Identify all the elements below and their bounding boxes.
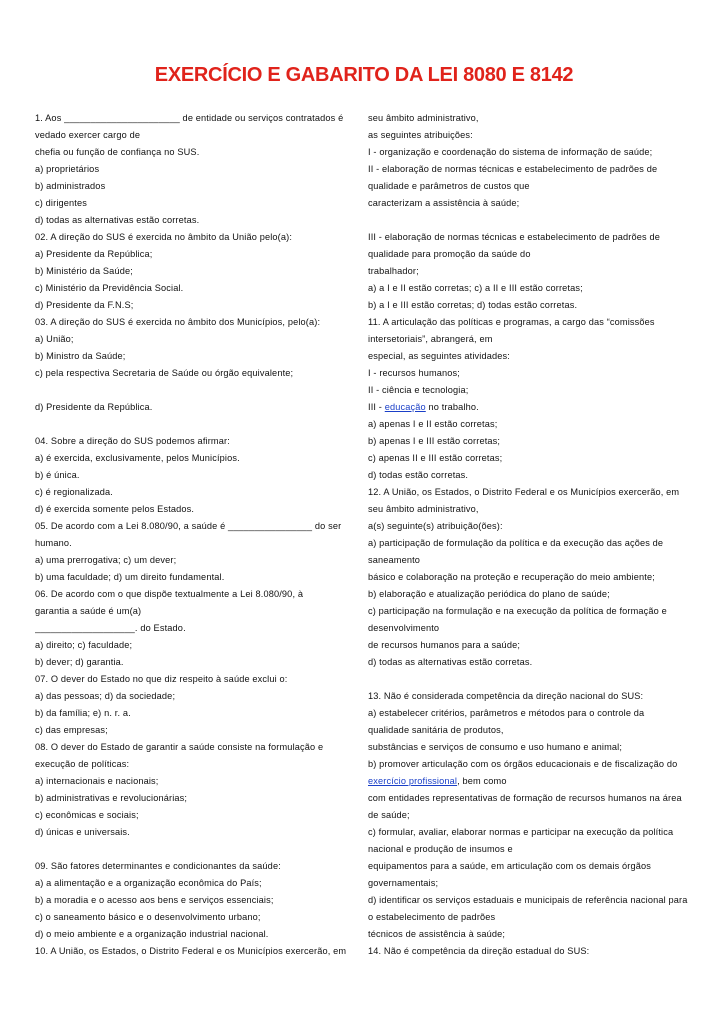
text-line: 13. Não é considerada competência da direção nacional do SUS:	[368, 691, 644, 701]
text-line: substâncias e serviços de consumo e uso humano e animal;	[368, 742, 623, 752]
text-line: as seguintes atribuições:	[368, 130, 473, 140]
text-line: equipamentos para a saúde, em articulação com os demais órgãos	[368, 861, 652, 871]
text-line: 11. A articulação das políticas e programas, a cargo das “comissões	[368, 317, 655, 327]
text-line	[368, 773, 690, 790]
text-segment: no trabalho.	[425, 402, 479, 412]
text-line: chefia ou função de confiança no SUS.	[35, 147, 200, 157]
text-line: d) todas as alternativas estão corretas.	[368, 657, 533, 667]
text-line: b) administrativas e revolucionárias;	[35, 793, 188, 803]
text-line: b) administrados	[35, 181, 106, 191]
text-line: 08. O dever do Estado de garantir a saúde consiste na formulação e	[35, 742, 324, 752]
text-line: 1. Aos ______________________ de entidade ou serviços contratados é	[35, 113, 344, 123]
text-line: c) participação na formulação e na execução da política de formação e	[368, 606, 667, 616]
text-line: d) o meio ambiente e a organização industrial nacional.	[35, 929, 269, 939]
text-line: c) apenas II e III estão corretas;	[368, 453, 503, 463]
text-line: b) apenas I e III estão corretas;	[368, 436, 501, 446]
text-line: vedado exercer cargo de	[35, 130, 141, 140]
text-line: c) Ministério da Previdência Social.	[35, 283, 184, 293]
text-line: c) formular, avaliar, elaborar normas e participar na execução da política	[368, 827, 674, 837]
text-line: b) promover articulação com os órgãos educacionais e de fiscalização do	[368, 759, 678, 769]
text-line: execução de políticas:	[35, 759, 130, 769]
text-line: b) é única.	[35, 470, 80, 480]
text-segment: , bem como	[457, 776, 507, 786]
text-line: 07. O dever do Estado no que diz respeito à saúde exclui o:	[35, 674, 288, 684]
text-line: a) a I e II estão corretas; c) a II e III estão corretas;	[368, 283, 583, 293]
text-line: b) uma faculdade; d) um direito fundamental.	[35, 572, 225, 582]
text-line: a) estabelecer critérios, parâmetros e métodos para o controle da	[368, 708, 645, 718]
text-line: a) internacionais e nacionais;	[35, 776, 159, 786]
text-line: de recursos humanos para a saúde;	[368, 640, 521, 650]
text-line: b) dever; d) garantia.	[35, 657, 124, 667]
text-line: c) econômicas e sociais;	[35, 810, 139, 820]
text-line: c) pela respectiva Secretaria de Saúde ou órgão equivalente;	[35, 368, 294, 378]
text-line: d) é exercida somente pelos Estados.	[35, 504, 195, 514]
right-column	[368, 110, 690, 960]
text-line: 14. Não é competência da direção estadual do SUS:	[368, 946, 590, 956]
text-line: 09. São fatores determinantes e condicionantes da saúde:	[35, 861, 281, 871]
text-line: d) todas as alternativas estão corretas.	[35, 215, 200, 225]
text-line: ___________________. do Estado.	[35, 623, 186, 633]
text-line: a) das pessoas; d) da sociedade;	[35, 691, 176, 701]
text-line: garantia a saúde é um(a)	[35, 606, 142, 616]
text-line: III - elaboração de normas técnicas e estabelecimento de padrões de	[368, 232, 660, 242]
text-line: básico e colaboração na proteção e recuperação do meio ambiente;	[368, 572, 655, 582]
text-line: seu âmbito administrativo,	[368, 113, 479, 123]
text-line: a) Presidente da República;	[35, 249, 153, 259]
text-line: saneamento	[368, 555, 421, 565]
text-line: d) únicas e universais.	[35, 827, 130, 837]
text-line: 02. A direção do SUS é exercida no âmbito da União pelo(a):	[35, 232, 293, 242]
inline-link[interactable]: educação	[384, 402, 426, 412]
text-line: 04. Sobre a direção do SUS podemos afirmar:	[35, 436, 230, 446]
text-line: d) todas estão corretas.	[368, 470, 469, 480]
text-line: d) Presidente da F.N.S;	[35, 300, 134, 310]
text-line: a) uma prerrogativa; c) um dever;	[35, 555, 177, 565]
text-line: com entidades representativas de formação de recursos humanos na área	[368, 793, 682, 803]
text-line	[368, 399, 690, 416]
text-line: governamentais;	[368, 878, 439, 888]
text-line: b) a moradia e o acesso aos bens e serviços essenciais;	[35, 895, 274, 905]
text-line: o estabelecimento de padrões	[368, 912, 496, 922]
text-line: trabalhador;	[368, 266, 419, 276]
text-line: c) dirigentes	[35, 198, 87, 208]
text-line: a) a alimentação e a organização econômica do País;	[35, 878, 262, 888]
text-line: d) identificar os serviços estaduais e municipais de referência nacional para	[368, 895, 688, 905]
text-line: d) Presidente da República.	[35, 402, 153, 412]
text-line: seu âmbito administrativo,	[368, 504, 479, 514]
text-line: 12. A União, os Estados, o Distrito Federal e os Municípios exercerão, em	[368, 487, 680, 497]
text-line: humano.	[35, 538, 72, 548]
text-segment: III -	[368, 402, 385, 412]
text-line: b) elaboração e atualização periódica do plano de saúde;	[368, 589, 610, 599]
text-line: desenvolvimento	[368, 623, 440, 633]
left-column	[35, 110, 348, 960]
text-line: intersetoriais”, abrangerá, em	[368, 334, 493, 344]
text-line: I - recursos humanos;	[368, 368, 460, 378]
text-line: caracterizam a assistência à saúde;	[368, 198, 520, 208]
text-line: a) União;	[35, 334, 74, 344]
inline-link[interactable]: exercício profissional	[368, 776, 458, 786]
text-line: b) a I e III estão corretas; d) todas estão corretas.	[368, 300, 578, 310]
text-line: 03. A direção do SUS é exercida no âmbito dos Municípios, pelo(a):	[35, 317, 321, 327]
text-line: especial, as seguintes atividades:	[368, 351, 510, 361]
text-line: qualidade e parâmetros de custos que	[368, 181, 530, 191]
text-line: nacional e produção de insumos e	[368, 844, 513, 854]
text-line: 06. De acordo com o que dispõe textualmente a Lei 8.080/90, à	[35, 589, 304, 599]
text-line: qualidade sanitária de produtos,	[368, 725, 504, 735]
text-line: II - ciência e tecnologia;	[368, 385, 469, 395]
text-line: b) Ministro da Saúde;	[35, 351, 126, 361]
text-line: qualidade para promoção da saúde do	[368, 249, 531, 259]
text-line: c) o saneamento básico e o desenvolvimento urbano;	[35, 912, 261, 922]
text-line: I - organização e coordenação do sistema de informação de saúde;	[368, 147, 653, 157]
text-line: técnicos de assistência à saúde;	[368, 929, 506, 939]
page-title: EXERCÍCIO E GABARITO DA LEI 8080 E 8142	[154, 64, 574, 86]
text-line: 05. De acordo com a Lei 8.080/90, a saúde é ________________ do ser	[35, 521, 342, 531]
text-line: 10. A União, os Estados, o Distrito Federal e os Municípios exercerão, em	[35, 946, 347, 956]
text-line: b) Ministério da Saúde;	[35, 266, 133, 276]
text-line: a) é exercida, exclusivamente, pelos Municípios.	[35, 453, 240, 463]
text-line: a(s) seguinte(s) atribuição(ões):	[368, 521, 503, 531]
text-line: c) é regionalizada.	[35, 487, 113, 497]
text-line: a) proprietários	[35, 164, 100, 174]
text-line: a) apenas I e II estão corretas;	[368, 419, 498, 429]
text-line: de saúde;	[368, 810, 410, 820]
text-line: b) da família; e) n. r. a.	[35, 708, 131, 718]
text-line: II - elaboração de normas técnicas e estabelecimento de padrões de	[368, 164, 658, 174]
text-line: a) direito; c) faculdade;	[35, 640, 133, 650]
text-line: c) das empresas;	[35, 725, 108, 735]
text-line: a) participação de formulação da política e da execução das ações de	[368, 538, 664, 548]
